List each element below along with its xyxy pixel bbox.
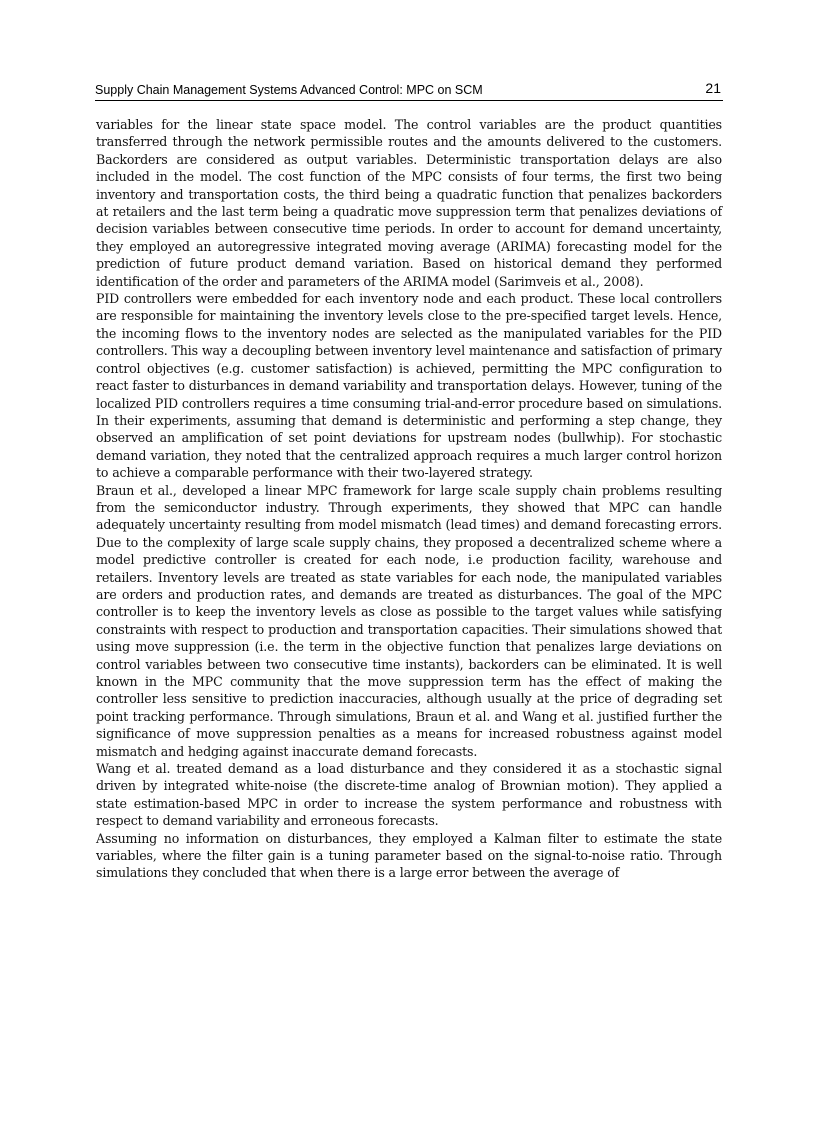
running-title: Supply Chain Management Systems Advanced Control: MPC on SCM: [95, 83, 483, 97]
page-number: 21: [705, 80, 721, 96]
paragraph: Wang et al. treated demand as a load disturbance and they considered it as a stochastic signal driven by integrated white-noise (the discrete-time analog of Brownian motion). They applied a state estimation-based MPC in order to increase the system performance and robustness with respect to demand variability and erroneous forecasts.: [96, 761, 722, 829]
paragraph: Assuming no information on disturbances, they employed a Kalman filter to estimate the state variables, where the filter gain is a tuning parameter based on the signal-to-noise ratio. Through simulations they concluded that when there is a large error between the average of: [96, 830, 722, 881]
paragraph: variables for the linear state space model. The control variables are the product quantities transferred through the network permissible routes and the amounts delivered to the customers. Backorders are considered as output variables. Deterministic transportation delays are also included in the model. The cost function of the MPC consists of four terms, the first two being inventory and transportation costs, the third being a quadratic function that penalizes backorders at retailers and the last term being a quadratic move suppression term that penalizes deviations of decision variables between consecutive time periods. In order to account for demand uncertainty, they employed an autoregressive integrated moving average (ARIMA) forecasting model for the prediction of future product demand variation. Based on historical demand they performed identification of the order and parameters of the ARIMA model (Sarimveis et al., 2008).: [96, 117, 722, 289]
paragraph: Braun et al., developed a linear MPC framework for large scale supply chain problems resulting from the semiconductor industry. Through experiments, they showed that MPC can handle adequately uncertainty resulting from model mismatch (lead times) and demand forecasting errors. Due to the complexity of large scale supply chains, they proposed a decentralized scheme where a model predictive controller is created for each node, i.e production facility, warehouse and retailers. Inventory levels are treated as state variables for each node, the manipulated variables are orders and production rates, and demands are treated as disturbances. The goal of the MPC controller is to keep the inventory levels as close as possible to the target values while satisfying constraints with respect to production and transportation capacities. Their simulations showed that using move suppression (i.e. the term in the objective function that penalizes large deviations on control variables between two consecutive time instants), backorders can be eliminated. It is well known in the MPC community that the move suppression term has the effect of making the controller less sensitive to prediction inaccuracies, although usually at the price of degrading set point tracking performance. Through simulations, Braun et al. and Wang et al. justified further the significance of move suppression penalties as a means for increased robustness against model mismatch and hedging against inaccurate demand forecasts.: [96, 482, 722, 759]
running-header: [95, 80, 723, 101]
body-text: [96, 116, 722, 882]
paragraph: PID controllers were embedded for each inventory node and each product. These local controllers are responsible for maintaining the inventory levels close to the pre-specified target levels. Hence, the incoming flows to the inventory nodes are selected as the manipulated variables for the PID controllers. This way a decoupling between inventory level maintenance and satisfaction of primary control objectives (e.g. customer satisfaction) is achieved, permitting the MPC configuration to react faster to disturbances in demand variability and transportation delays. However, tuning of the localized PID controllers requires a time consuming trial-and-error procedure based on simulations. In their experiments, assuming that demand is deterministic and performing a step change, they observed an amplification of set point deviations for upstream nodes (bullwhip). For stochastic demand variation, they noted that the centralized approach requires a much larger control horizon to achieve a comparable performance with their two-layered strategy.: [96, 291, 722, 481]
